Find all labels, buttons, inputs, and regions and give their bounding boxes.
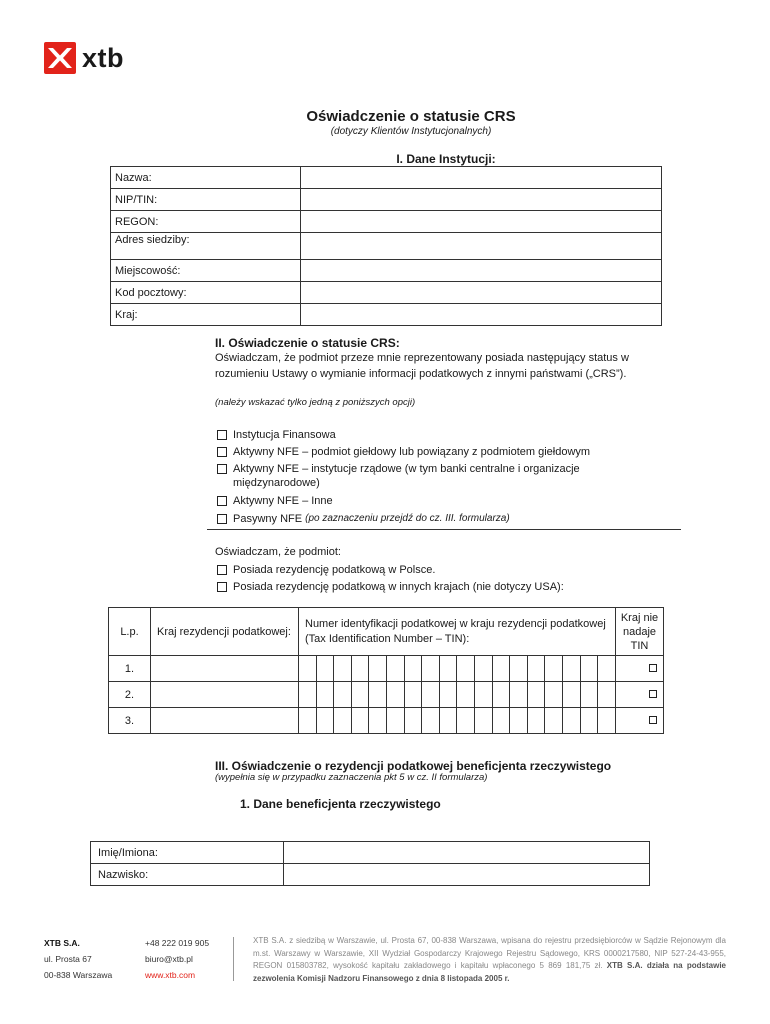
logo-text: xtb [82,42,124,73]
tin-digit-cell[interactable] [545,682,563,708]
no-tin-checkbox[interactable] [649,664,657,672]
tin-digit-cell[interactable] [562,708,580,734]
row-number: 2. [109,682,151,708]
footer-contact [145,935,209,983]
name-input-cell[interactable] [301,167,662,189]
option-note: (po zaznaczeniu przejdź do cz. III. formularza) [305,513,510,524]
footer-address [44,935,112,983]
section1-title: I. Dane Instytucji: [396,152,496,166]
option-residency-poland[interactable] [217,563,435,577]
table-row [109,682,664,708]
tin-digit-cell[interactable] [334,656,352,682]
header-lp: L.p. [109,608,151,656]
tin-digit-cell[interactable] [457,682,475,708]
checkbox[interactable] [217,514,227,524]
tin-digit-cell[interactable] [474,682,492,708]
tin-digit-cell[interactable] [316,656,334,682]
xtb-logo-icon [44,42,76,74]
footer-legal-text: XTB S.A. z siedzibą w Warszawie, ul. Prosta 67, 00-838 Warszawa, wpisana do rejestru przedsiębiorców w Sądzie Rejonowym dla m.st. Warszawy w Warszawie, XII Wydział Gospodarczy Krajowego Rejestru Sądowego, KRS 0000217580, NIP 527-24-43-955, REGON 015803782, wysokość kapitału zakładowego i kapitału wpłaconego 5 869 181,75 zł. [253,936,726,970]
tin-digit-cell[interactable] [474,708,492,734]
last-name-input-cell[interactable] [284,864,650,886]
tin-digit-cell[interactable] [404,682,422,708]
tin-digit-cell[interactable] [351,682,369,708]
tin-digit-cell[interactable] [492,656,510,682]
checkbox[interactable] [217,565,227,575]
section2-hint: (należy wskazać tylko jedną z poniższych opcji) [215,397,416,408]
tin-digit-cell[interactable] [598,708,616,734]
footer-phone: +48 222 019 905 [145,938,210,948]
option-passive-nfe[interactable] [217,512,510,526]
no-tin-cell [616,656,664,682]
tin-digit-cell[interactable] [299,682,317,708]
logo [44,42,124,74]
field-label: Kod pocztowy: [111,282,301,304]
table-row [111,282,662,304]
table-row [111,189,662,211]
tin-digit-cell[interactable] [545,656,563,682]
tin-digit-cell[interactable] [457,656,475,682]
tin-digit-cell[interactable] [422,708,440,734]
table-row [111,233,662,260]
tin-digit-cell[interactable] [510,656,528,682]
tin-digit-cell[interactable] [545,708,563,734]
no-tin-checkbox[interactable] [649,690,657,698]
option-active-nfe-other[interactable] [217,494,333,508]
section2-title: II. Oświadczenie o statusie CRS: [215,336,400,350]
residency-intro: Oświadczam, że podmiot: [215,546,341,558]
page-subtitle: (dotyczy Klientów Instytucjonalnych) [330,126,492,137]
option-label: Aktywny NFE – podmiot giełdowy lub powiązany z podmiotem giełdowym [233,446,591,458]
tin-digit-cell[interactable] [598,656,616,682]
tin-digit-cell[interactable] [422,682,440,708]
tin-digit-cell[interactable] [316,708,334,734]
tin-table [108,607,664,734]
checkbox[interactable] [217,582,227,592]
section3-title: III. Oświadczenie o rezydencji podatkowej beneficjenta rzeczywistego [215,759,612,773]
tin-digit-cell[interactable] [439,656,457,682]
tin-digit-cell[interactable] [334,708,352,734]
table-row [111,260,662,282]
section2-text: Oświadczam, że podmiot przeze mnie reprezentowany posiada następujący status w rozumieniu Ustawy o wymianie informacji podatkowych z innymi państwami („CRS”). [215,352,629,380]
nip-input-cell[interactable] [301,189,662,211]
table-row [91,864,650,886]
tin-digit-cell[interactable] [492,708,510,734]
footer-street: ul. Prosta 67 [44,954,92,964]
option-financial-institution[interactable] [217,428,336,442]
tin-digit-cell[interactable] [598,682,616,708]
tin-digit-cell[interactable] [562,682,580,708]
field-label: Imię/Imiona: [91,842,284,864]
tin-digit-cell[interactable] [422,656,440,682]
no-tin-checkbox[interactable] [649,716,657,724]
tin-digit-cell[interactable] [439,708,457,734]
field-label: Miejscowość: [111,260,301,282]
checkbox[interactable] [217,430,227,440]
table-header-row [109,608,664,656]
tin-digit-cell[interactable] [316,682,334,708]
postal-code-input-cell[interactable] [301,282,662,304]
country-input-cell[interactable] [151,708,299,734]
option-label: Posiada rezydencję podatkową w Polsce. [233,564,436,576]
tin-digit-cell[interactable] [562,656,580,682]
header-no-tin: Kraj nie nadaje TIN [616,608,664,656]
footer-legal [253,935,726,985]
tin-digit-cell[interactable] [492,682,510,708]
checkbox[interactable] [217,496,227,506]
section3-subtitle: 1. Dane beneficjenta rzeczywistego [240,797,441,811]
tin-digit-cell[interactable] [580,708,598,734]
option-label: Aktywny NFE – Inne [233,495,333,507]
field-label: NIP/TIN: [111,189,301,211]
footer-email[interactable]: biuro@xtb.pl [145,954,193,964]
regon-input-cell[interactable] [301,211,662,233]
field-label: Nazwisko: [91,864,284,886]
country-input-cell[interactable] [301,304,662,326]
footer-legal-bold: XTB S.A. działa na podstawie zezwolenia Komisji Nadzoru Finansowego z dnia 8 listopada 2005 r. [253,961,726,983]
row-number: 3. [109,708,151,734]
field-label: Adres siedziby: [111,233,301,260]
option-label: Pasywny NFE [233,513,303,525]
tin-digit-cell[interactable] [457,708,475,734]
tin-digit-cell[interactable] [334,682,352,708]
field-label: Kraj: [111,304,301,326]
divider [207,529,681,530]
address-input-cell[interactable] [301,233,662,260]
footer-company: XTB S.A. [44,938,80,948]
city-input-cell[interactable] [301,260,662,282]
tin-digit-cell[interactable] [580,656,598,682]
tin-digit-cell[interactable] [527,682,545,708]
tin-digit-cell[interactable] [404,708,422,734]
table-row [91,842,650,864]
section3-hint: (wypełnia się w przypadku zaznaczenia pkt 5 w cz. II formularza) [215,772,488,783]
tin-digit-cell[interactable] [527,708,545,734]
footer-divider [233,937,234,981]
table-row [109,708,664,734]
header-country: Kraj rezydencji podatkowej: [151,608,299,656]
option-label: Instytucja Finansowa [233,429,336,441]
table-row [111,167,662,189]
tin-digit-cell[interactable] [299,656,317,682]
no-tin-cell [616,708,664,734]
tin-digit-cell[interactable] [369,708,387,734]
table-row [111,304,662,326]
option-active-nfe-government[interactable] [217,462,617,490]
tin-digit-cell[interactable] [580,682,598,708]
row-number: 1. [109,656,151,682]
checkbox[interactable] [217,447,227,457]
table-row [111,211,662,233]
option-active-nfe-listed[interactable] [217,445,590,459]
tin-digit-cell[interactable] [351,656,369,682]
option-label: Posiada rezydencję podatkową w innych krajach (nie dotyczy USA): [233,581,564,593]
footer-city: 00-838 Warszawa [44,970,113,980]
country-input-cell[interactable] [151,682,299,708]
field-label: REGON: [111,211,301,233]
tin-digit-cell[interactable] [439,682,457,708]
option-label: Aktywny NFE – instytucje rządowe (w tym banki centralne i organizacje międzynarodowe) [233,463,580,489]
tin-digit-cell[interactable] [386,708,404,734]
institution-data-table [110,166,662,326]
tin-digit-cell[interactable] [369,682,387,708]
tin-digit-cell[interactable] [386,656,404,682]
tin-digit-cell[interactable] [386,682,404,708]
tin-digit-cell[interactable] [351,708,369,734]
tin-digit-cell[interactable] [404,656,422,682]
tin-digit-cell[interactable] [299,708,317,734]
checkbox[interactable] [217,464,227,474]
field-label: Nazwa: [111,167,301,189]
beneficiary-table [90,841,650,886]
table-row [109,656,664,682]
tin-digit-cell[interactable] [510,708,528,734]
page-title: Oświadczenie o statusie CRS [306,108,516,125]
footer-web-link[interactable]: www.xtb.com [145,970,196,980]
country-input-cell[interactable] [151,656,299,682]
option-residency-other[interactable] [217,580,564,594]
no-tin-cell [616,682,664,708]
tin-digit-cell[interactable] [474,656,492,682]
first-name-input-cell[interactable] [284,842,650,864]
tin-digit-cell[interactable] [369,656,387,682]
tin-digit-cell[interactable] [527,656,545,682]
tin-digit-cell[interactable] [510,682,528,708]
header-tin: Numer identyfikacji podatkowej w kraju rezydencji podatkowej (Tax Identification Number – TIN): [299,608,616,656]
